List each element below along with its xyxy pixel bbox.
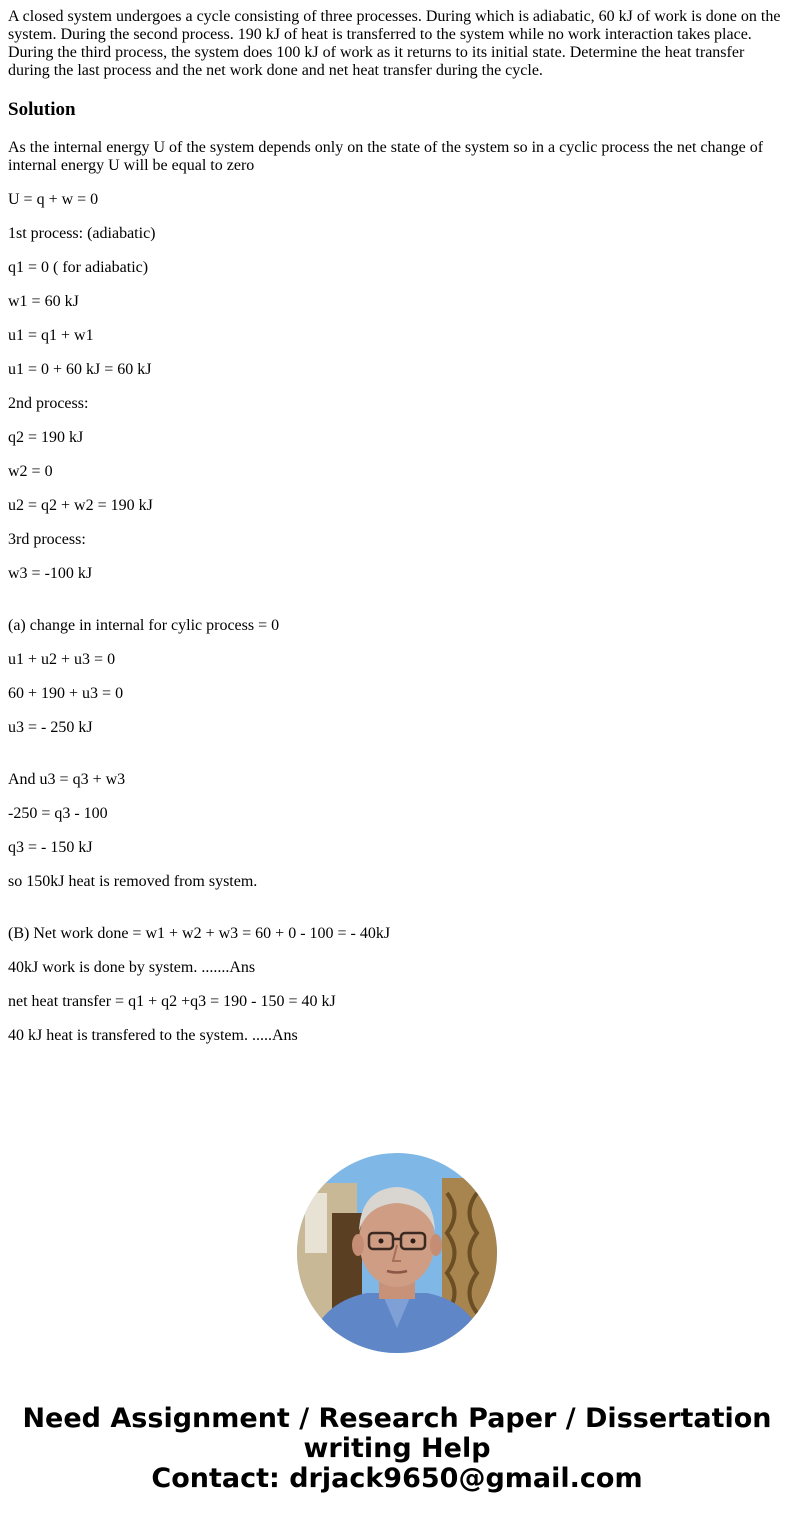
solution-step: w1 = 60 kJ xyxy=(8,293,79,310)
solution-step: so 150kJ heat is removed from system. xyxy=(8,873,258,890)
question-text: A closed system undergoes a cycle consisting of three processes. During which is adiabatic, 60 kJ of work is done on the system. During the second process. 190 kJ of heat is transferred to the system while no work interaction takes place. During the third process, the system does 100 kJ of work as it returns to its initial state. Determine the heat transfer during the last process and the net work done and net heat transfer during the cycle. xyxy=(8,8,781,79)
solution-step: (B) Net work done = w1 + w2 + w3 = 60 + 0 - 100 = - 40kJ xyxy=(8,925,391,942)
solution-step: (a) change in internal for cylic process = 0 xyxy=(8,617,280,634)
solution-step: 1st process: (adiabatic) xyxy=(8,225,156,242)
solution-step: 60 + 190 + u3 = 0 xyxy=(8,685,124,702)
solution-step: 3rd process: xyxy=(8,531,86,548)
solution-heading: Solution xyxy=(8,99,76,120)
solution-step: U = q + w = 0 xyxy=(8,191,99,208)
solution-step: 2nd process: xyxy=(8,395,89,412)
solution-step: q1 = 0 ( for adiabatic) xyxy=(8,259,149,276)
promo-banner xyxy=(0,1404,794,1494)
promo-contact: Contact: drjack9650@gmail.com xyxy=(151,1463,643,1494)
solution-step: w2 = 0 xyxy=(8,463,53,480)
promo-line: writing Help xyxy=(303,1433,491,1464)
solution-step: u1 = q1 + w1 xyxy=(8,327,94,344)
solution-step: net heat transfer = q1 + q2 +q3 = 190 - 150 = 40 kJ xyxy=(8,993,336,1010)
solution-step: As the internal energy U of the system depends only on the state of the system so in a cyclic process the net change of internal energy U will be equal to zero xyxy=(8,139,764,174)
solution-step: q2 = 190 kJ xyxy=(8,429,84,446)
solution-step: u2 = q2 + w2 = 190 kJ xyxy=(8,497,153,514)
solution-step: u1 = 0 + 60 kJ = 60 kJ xyxy=(8,361,152,378)
solution-step: 40kJ work is done by system. .......Ans xyxy=(8,959,256,976)
author-portrait-image xyxy=(297,1153,497,1353)
document-body xyxy=(8,8,786,121)
solution-step: q3 = - 150 kJ xyxy=(8,839,93,856)
solution-step: -250 = q3 - 100 xyxy=(8,805,108,822)
solution-step: w3 = -100 kJ xyxy=(8,565,93,582)
solution-step: 40 kJ heat is transfered to the system. .....Ans xyxy=(8,1027,298,1044)
solution-step: And u3 = q3 + w3 xyxy=(8,771,126,788)
solution-step: u3 = - 250 kJ xyxy=(8,719,93,736)
promo-line: Need Assignment / Research Paper / Dissertation xyxy=(22,1403,772,1434)
solution-step: u1 + u2 + u3 = 0 xyxy=(8,651,116,668)
author-avatar xyxy=(297,1153,497,1353)
